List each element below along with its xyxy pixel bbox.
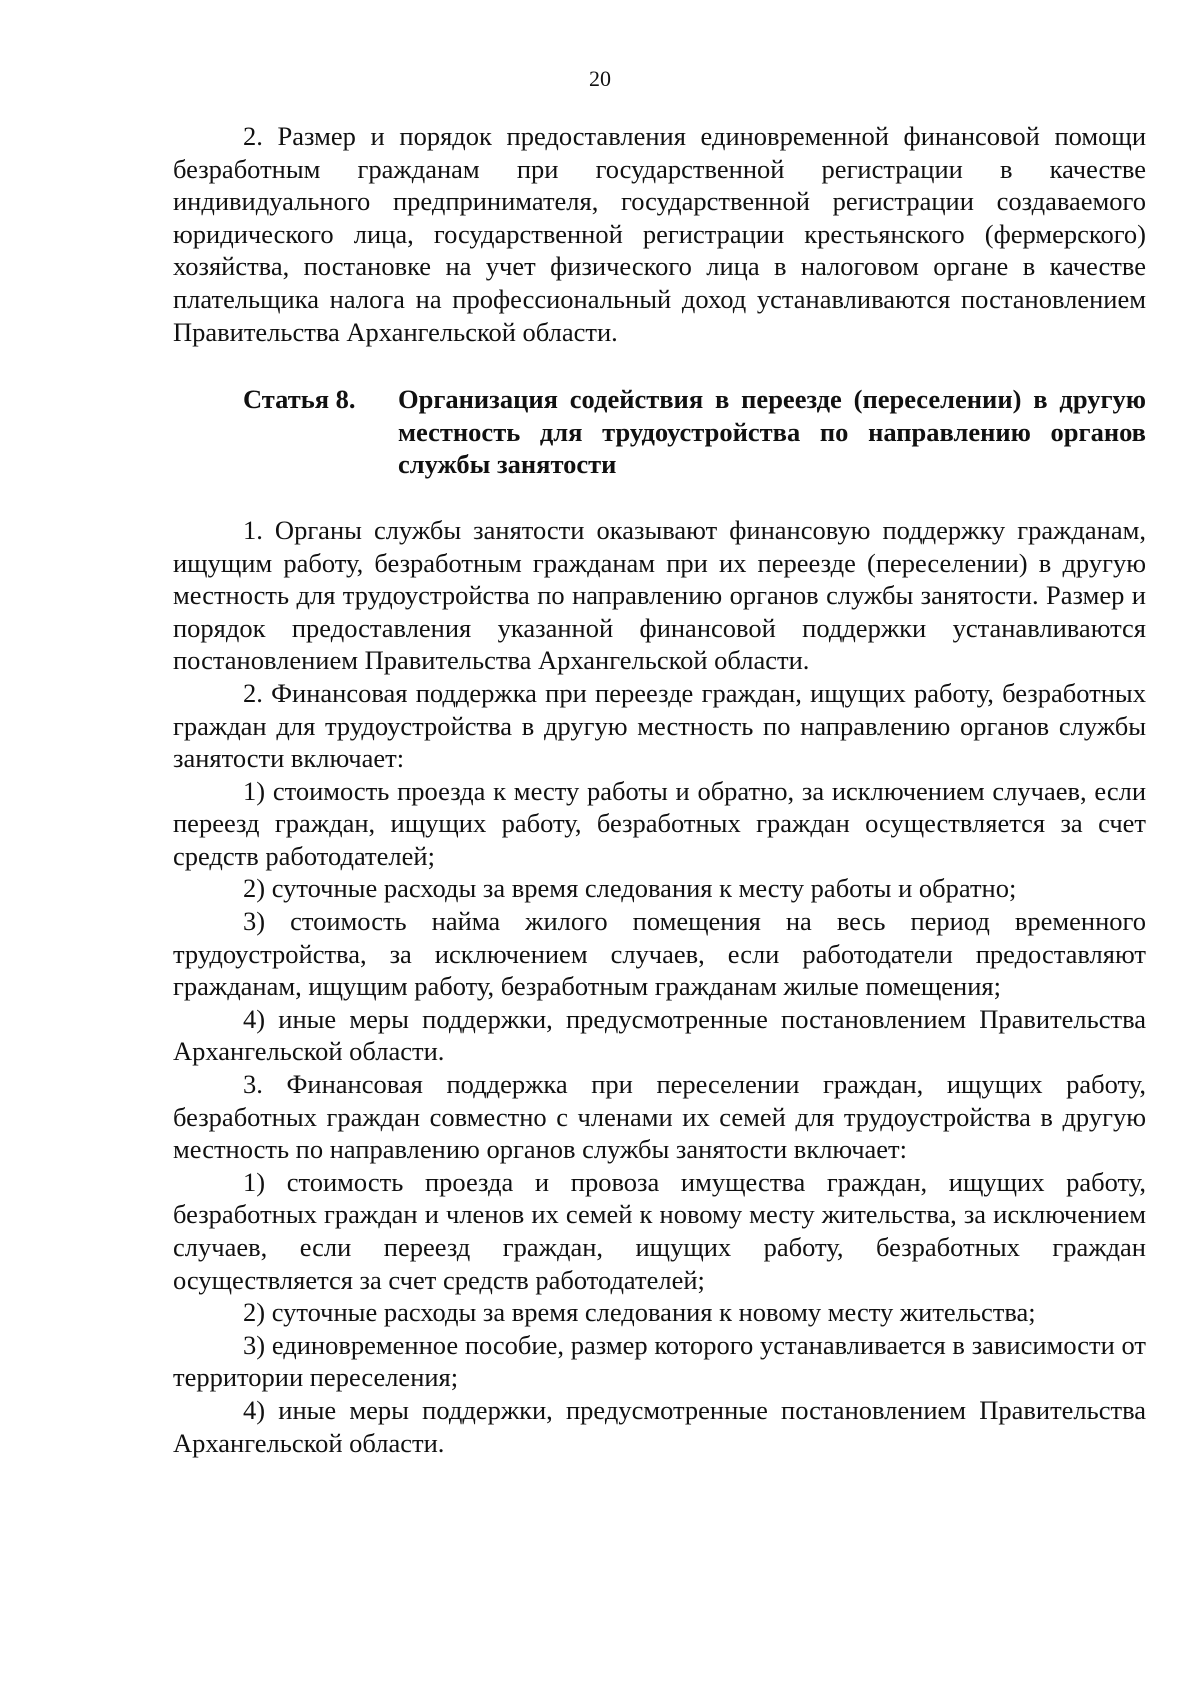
list-item: 2) суточные расходы за время следования к месту работы и обратно; [243,873,1017,904]
list-item: 3) стоимость найма жилого помещения на весь период временного трудоустройства, за исключением случаев, если работодатели предоставляют гражданам, ищущим работу, безработным гражданам жилые помещения; [173,906,1146,1002]
list-item: 1) стоимость проезда к месту работы и обратно, за исключением случаев, если переезд граждан, ищущих работу, безработных граждан осуществляется за счет средств работодателей; [173,775,1146,871]
list-item: 4) иные меры поддержки, предусмотренные постановлением Правительства Архангельской области. [173,1003,1146,1067]
document-body [173,120,1146,1459]
list-item: 2) суточные расходы за время следования к новому месту жительства; [243,1297,1036,1328]
article-heading [173,383,1146,481]
list-item: 3) единовременное пособие, размер которого устанавливается в зависимости от территории переселения; [173,1329,1146,1393]
paragraph: 1. Органы службы занятости оказывают финансовую поддержку гражданам, ищущим работу, безработным гражданам при их переезде (переселении) в другую местность для трудоустройства по направлению органов службы занятости. Размер и порядок предоставления указанной финансовой поддержки устанавливаются постановлением Правительства Архангельской области. [173,514,1146,676]
paragraph: 2. Финансовая поддержка при переезде граждан, ищущих работу, безработных граждан для трудоустройства в другую местность по направлению органов службы занятости включает: [173,677,1146,774]
article-title: Организация содействия в переезде (переселении) в другую местность для трудоустройства по направлению органов службы занятости [398,384,1146,480]
page-number: 20 [589,66,611,91]
list-item: 1) стоимость проезда и провоза имущества граждан, ищущих работу, безработных граждан и членов их семей к новому месту жительства, за исключением случаев, если переезд граждан, ищущих работу, безработных граждан осуществляется за счет средств работодателей; [173,1166,1146,1295]
article-number: Статья 8. [243,384,356,415]
list-item: 4) иные меры поддержки, предусмотренные постановлением Правительства Архангельской области. [173,1394,1146,1458]
paragraph: 2. Размер и порядок предоставления единовременной финансовой помощи безработным гражданам при государственной регистрации в качестве индивидуального предпринимателя, государственной регистрации создаваемого юридического лица, государственной регистрации крестьянского (фермерского) хозяйства, постановке на учет физического лица в налоговом органе в качестве плательщика налога на профессиональный доход устанавливаются постановлением Правительства Архангельской области. [173,121,1146,347]
paragraph: 3. Финансовая поддержка при переселении граждан, ищущих работу, безработных граждан совместно с членами их семей для трудоустройства в другую местность по направлению органов службы занятости включает: [173,1069,1146,1165]
